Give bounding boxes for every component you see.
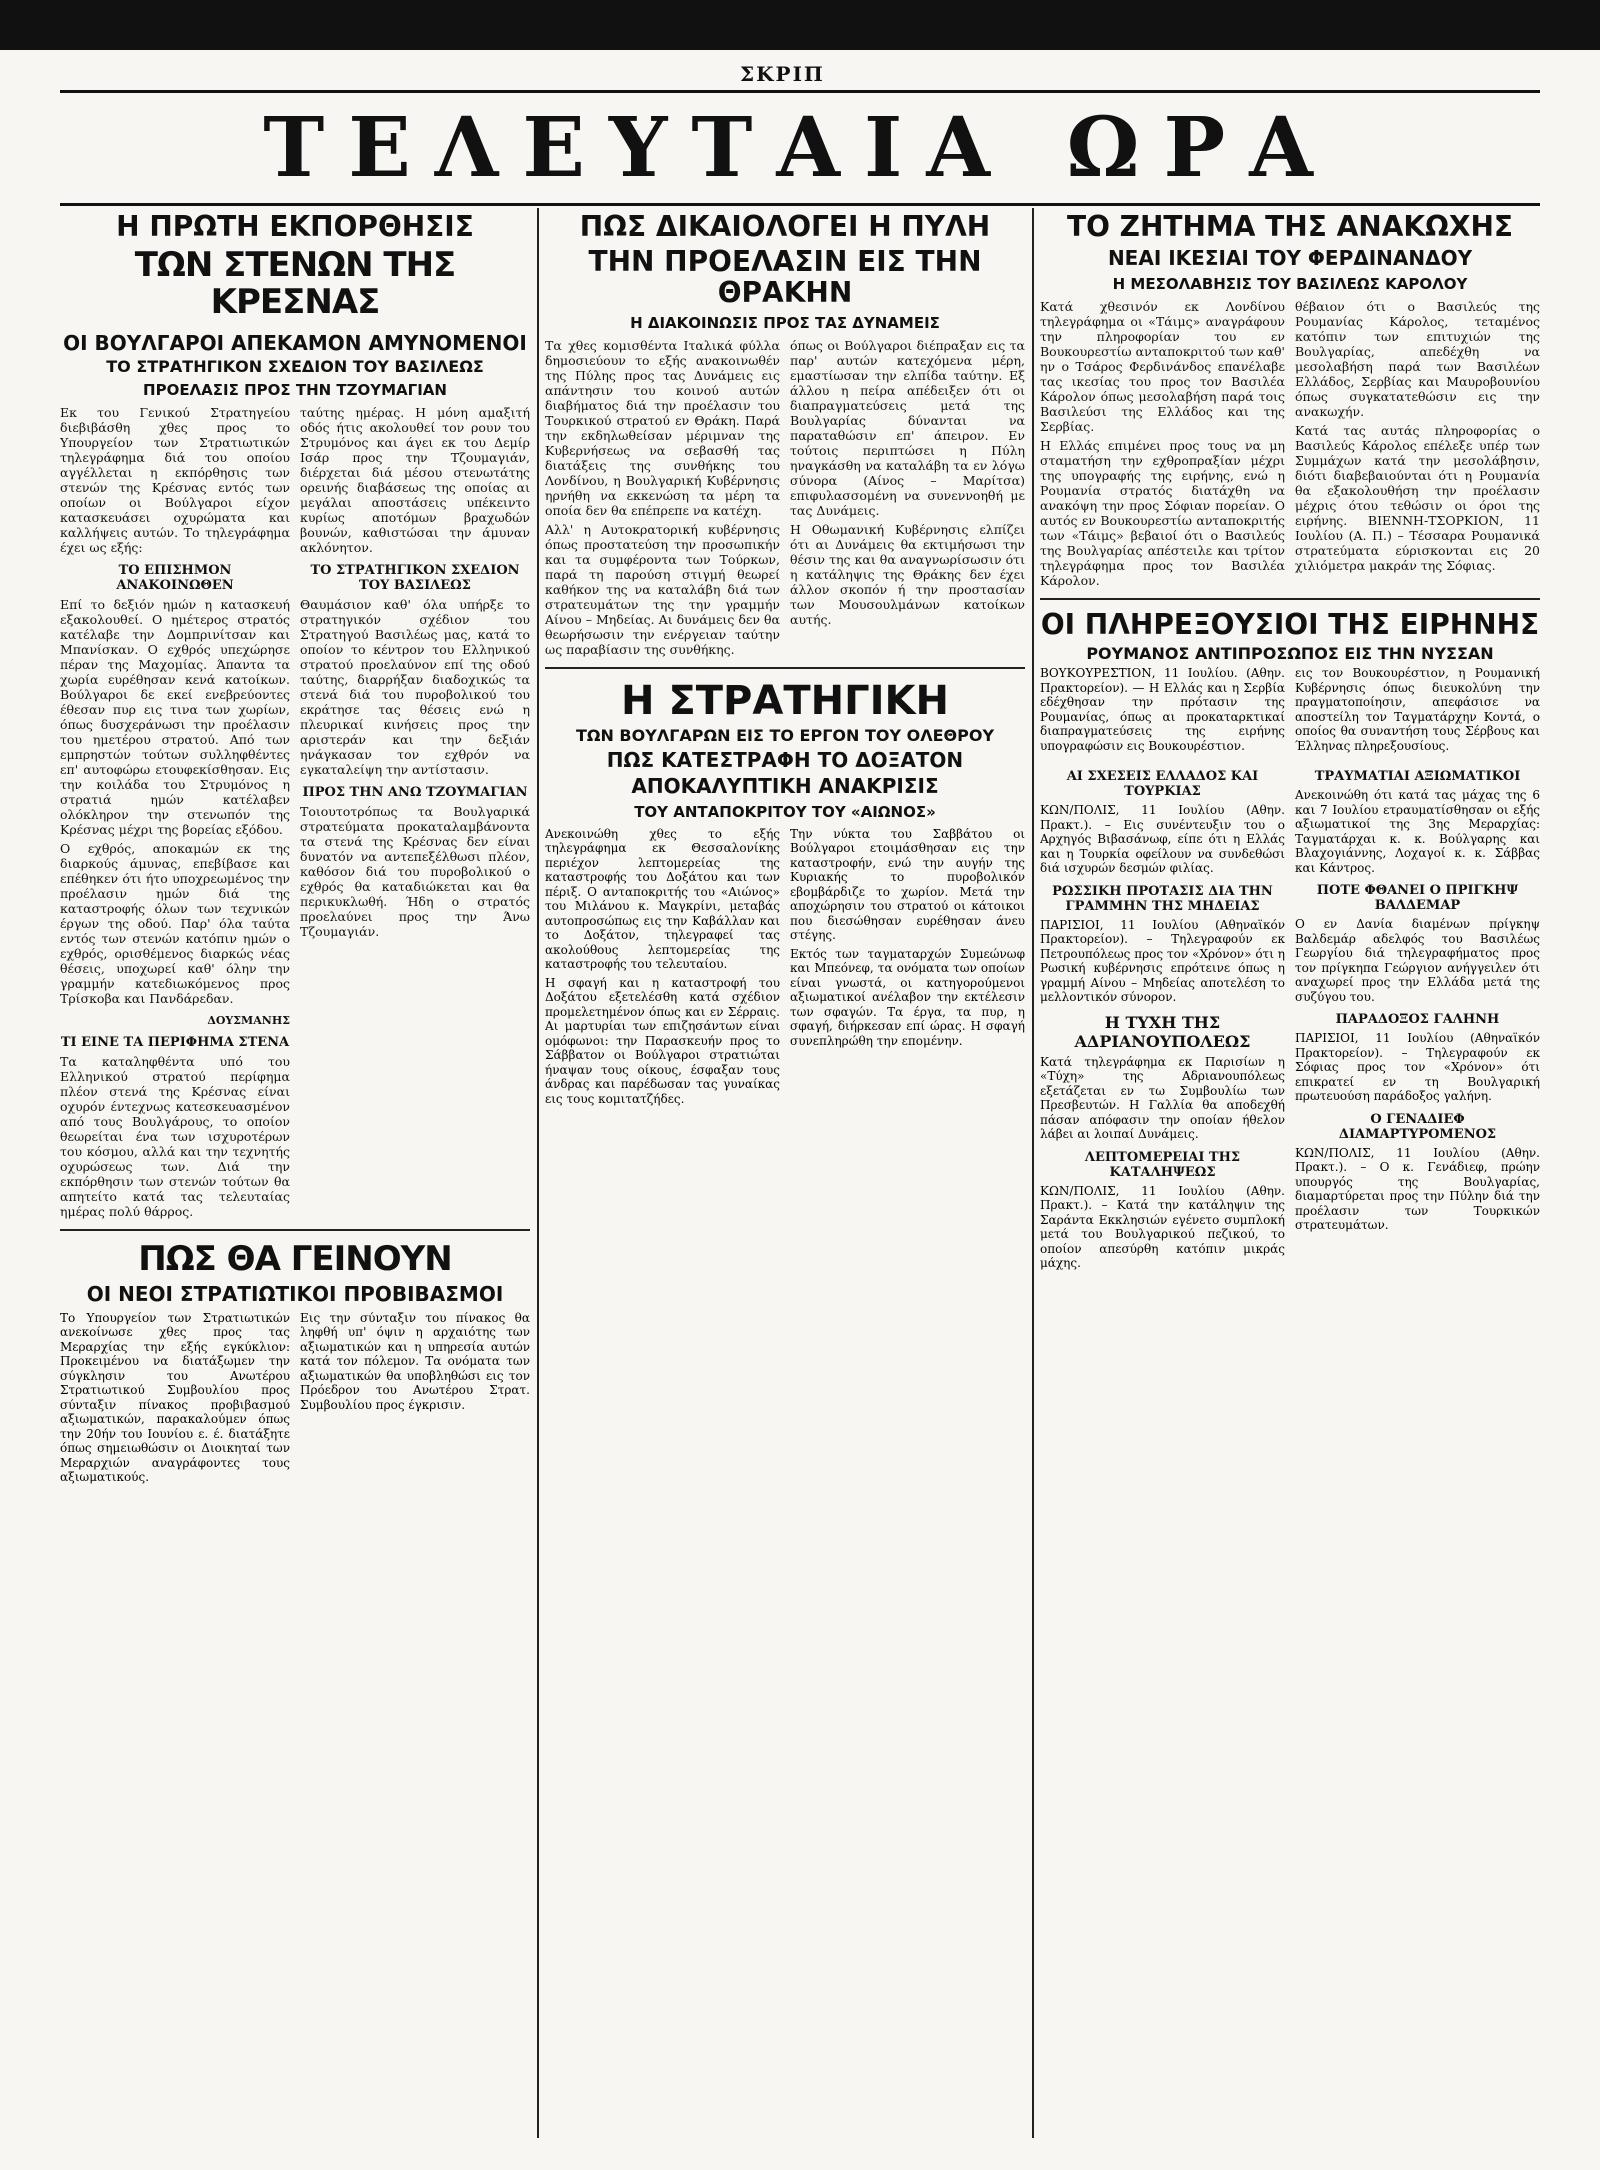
article-paragraph: Επί το δεξιόν ημών η κατασκευή εξακολουθεί. Ο ημέτερος στρατός κατέλαβε την Δομπρινίτσαν και Μπανίσκαν. Ο εχθρός υπεχώρησε πέραν της Μαχομίας. Άπαντα τα χωρία ευρέθησαν κενά κατοίκων. Βούλγαροι δε εκεί ενεβρεύοντες έθεσαν πυρ εις τινα των χωρίων, όπως δυσχεράνωσι την προέλασιν του ημετέρου στρατού. Από των εμπρηστών τούτων συλληφθέντες επ' αυτοφώρω ετουφεκίσθησαν. Εις την κοιλάδα του Στρυμόνος η στρατιά ημών κατέλαβεν ολόκληρον την στενωπόν της Κρέσνας μέχρι της βορείας εξόδου. <box>60 597 290 838</box>
article-paragraph: Εκτός των ταγματαρχών Συμεώνωφ και Μπεόνεφ, τα ονόματα των οποίων είναι γνωστά, οι κατηγορούμενοι αξιωματικοί ανέλαβον την εκτέλεσιν των σφαγών. Τα έργα, τα πυρ, η σφαγή, διήρκεσαν επί ώρας. Η σφαγή συνεπληρώθη την επομένην. <box>790 946 1025 1048</box>
column-divider <box>537 208 539 2138</box>
subheadline: ΤΟ ΣΤΡΑΤΗΓΙΚΟΝ ΣΧΕΔΙΟΝ ΤΟΥ ΒΑΣΙΛΕΩΣ <box>106 356 484 376</box>
article-paragraph: Θαυμάσιον καθ' όλα υπήρξε το στρατηγικόν σχέδιον του Στρατηγού Βασιλέως μας, κατά το οποίον το κέντρον του Ελληνικού στρατού προελαύνον επί της οδού ταύτης, διαρρήξαν διαδοχικώς τα στενά διά του πυροβολικού του εκράτησε τας θέσεις ενώ η πλευρικαί κινήσεις προς την αριστεράν και την δεξιάν ηνάγκασαν τον εχθρόν να εγκαταλείψη την αντίστασιν. <box>300 597 530 778</box>
article-paragraph: Ο εχθρός, αποκαμών εκ της διαρκούς άμυνας, επεβίβασε και επέθηκεν ότι ήτο υποχρεωμένος την προέλασιν ημών διά της καταστροφής όλων των τεχνικών έργων της οδού. Παρ' όλα ταύτα εντός των στενών κατόπιν ημών ο εχθρός, ορισθέμενος διαρκώς νέας θέσεις, υποχωρεί καθ' όλην την γραμμήν κατεδιωκόμενος προς Τρίσκοβα και Πανδάρεδαν. <box>60 841 290 1007</box>
article-paragraph: Την νύκτα του Σαββάτου οι Βούλγαροι ετοιμάσθησαν εις την καταστροφήν, ενώ την αυγήν της Κυριακής το πυροβολικόν εβομβάρδιζε το χωρίον. Μετά την αποχώρησιν του στρατού οι κάτοικοι που διεσώθησαν ευρέθησαν άνευ στέγης. <box>790 826 1025 943</box>
article-box <box>545 667 1025 1106</box>
section-heading: ΠΟΤΕ ΦΘΑΝΕΙ Ο ΠΡΙΓΚΗΨ ΒΑΛΔΕΜΑΡ <box>1316 883 1519 914</box>
headline: Η ΣΤΡΑΤΗΓΙΚΗ <box>621 678 949 725</box>
subheadline: ΤΟΥ ΑΝΤΑΠΟΚΡΙΤΟΥ ΤΟΥ «ΑΙΩΝΟΣ» <box>634 802 936 821</box>
column-3 <box>1040 208 1540 2138</box>
masthead <box>60 90 1540 206</box>
subheadline: Η ΔΙΑΚΟΙΝΩΣΙΣ ΠΡΟΣ ΤΑΣ ΔΥΝΑΜΕΙΣ <box>630 314 940 333</box>
column-1 <box>60 208 530 2138</box>
article-paragraph: Το Υπουργείον των Στρατιωτικών ανεκοίνωσε χθες προς τας Μεραρχίας την εξής εγκύκλιον: Προκειμένου να διατάξωμεν την σύγκλησιν του Ανωτέρου Στρατιωτικού Συμβουλίου προς σύνταξιν πίνακος προβιβασμού αξιωματικών, παρακαλούμεν όπως την 20ήν του Ιουνίου ε. έ. διατάξητε όπως σημειωθώσιν οι Διοικηταί των Μεραρχιών αναγράφοντες τους αξιωματικούς. <box>60 1310 290 1485</box>
section-heading: Ο ΓΕΝΑΔΙΕΦ ΔΙΑΜΑΡΤΥΡΟΜΕΝΟΣ <box>1338 1111 1497 1142</box>
article-paragraph: ΠΑΡΙΣΙΟΙ, 11 Ιουλίου (Αθηναϊκόν Πρακτορείον). – Τηλεγραφούν εκ Σόφιας προς τον «Χρόνον» ότι επικρατεί εν τη Βουλγαρική πρωτευούση παράδοξος γαλήνη. <box>1295 1031 1540 1104</box>
subheadline: ΟΙ ΒΟΥΛΓΑΡΟΙ ΑΠΕΚΑΜΟΝ ΑΜΥΝΟΜΕΝΟΙ <box>63 330 527 355</box>
top-black-bar <box>0 0 1600 50</box>
subheadline: ΠΡΟΕΛΑΣΙΣ ΠΡΟΣ ΤΗΝ ΤΖΟΥΜΑΓΙΑΝ <box>143 381 447 400</box>
subheadline: ΟΙ ΝΕΟΙ ΣΤΡΑΤΙΩΤΙΚΟΙ ΠΡΟΒΙΒΑΣΜΟΙ <box>86 1281 504 1306</box>
subheadline: ΝΕΑΙ ΙΚΕΣΙΑΙ ΤΟΥ ΦΕΡΔΙΝΑΝΔΟΥ <box>1107 245 1473 270</box>
article-paragraph: Η Οθωμανική Κυβέρνησις ελπίζει ότι αι Δυνάμεις θα εκτιμήσωσι την θέσιν της και θα αναγνωρίσωσιν ότι η κατάληψις της Θράκης δεν έχει άλλον σκοπόν ή την προστασίαν των Μουσουλμάνων κατοίκων αυτής. <box>790 522 1025 628</box>
section-heading: ΠΑΡΑΔΟΞΟΣ ΓΑΛΗΝΗ <box>1335 1012 1500 1028</box>
article-box <box>60 1229 530 1484</box>
article-columns <box>545 338 1025 657</box>
page-top-label: ΣΚΡΙΠ <box>740 62 825 86</box>
subheadline: ΑΠΟΚΑΛΥΠΤΙΚΗ ΑΝΑΚΡΙΣΙΣ <box>631 773 939 798</box>
subheadline: Η ΜΕΣΟΛΑΒΗΣΙΣ ΤΟΥ ΒΑΣΙΛΕΩΣ ΚΑΡΟΛΟΥ <box>1112 274 1468 293</box>
article-paragraph: Ο εν Δανία διαμένων πρίγκηψ Βαλδεμάρ αδελφός του Βασιλέως Γεωργίου διά τηλεγραφήματος προς τον πρίγκηπα Γεώργιον ανήγγειλεν ότι αναχωρεί προς την Ελλάδα μετά της συζύγου του. <box>1295 917 1540 1004</box>
subheadline: ΡΟΥΜΑΝΟΣ ΑΝΤΙΠΡΟΣΩΠΟΣ ΕΙΣ ΤΗΝ ΝΥΣΣΑΝ <box>1086 643 1494 663</box>
article-paragraph: Η σφαγή και η καταστροφή του Δοξάτου εξετελέσθη κατά σχέδιον προμελετημένον όπως και εν Σέρραις. Αι μαρτυρίαι των επιζησάντων είναι ομόφωνοι: την Παρασκευήν προς το Σάββατον οι Βούλγαροι στρατιώται ήναψαν τους οίκους, έσφαξαν τους άνδρας και παρέδωσαν τας γυναίκας εις τους κομιτατζήδες. <box>545 975 780 1106</box>
article-paragraph: Η Ελλάς επιμένει προς τους να μη σταματήση την εχθροπραξίαν μέχρι της υπογραφής της ειρήνης, ενώ η Ρουμανία στρατός διατάχθη να ανακόψη την προς Σόφιαν πορείαν. Ο αυτός εν Βουκουρεστίω ανταποκριτής των «Τάιμς» βεβαιοί ότι ο Βασιλεύς της Βουλγαρίας απέστειλε και τρίτον τηλεγράφημα προς τον Βασιλέα Κάρολον. <box>1040 437 1285 588</box>
section-heading: ΠΡΟΣ ΤΗΝ ΑΝΩ ΤΖΟΥΜΑΓΙΑΝ <box>302 785 528 801</box>
article-columns <box>60 1311 530 1485</box>
article-paragraph: ΚΩΝ/ΠΟΛΙΣ, 11 Ιουλίου (Αθην. Πρακτ.). – Εις συνέντευξιν του ο Αρχηγός Βιβασάνωφ, είπε ότι η Ελλάς και η Τουρκία οφείλουν να συνδεθώσι διά ισχυρών δεσμών φιλίας. <box>1040 803 1285 876</box>
article-columns <box>60 405 530 1219</box>
section-heading: ΤΙ ΕΙΝΕ ΤΑ ΠΕΡΙΦΗΜΑ ΣΤΕΝΑ <box>60 1035 290 1051</box>
column-2 <box>545 208 1025 2138</box>
column-divider <box>1032 208 1034 2138</box>
section-heading: ΑΙ ΣΧΕΣΕΙΣ ΕΛΛΑΔΟΣ ΚΑΙ ΤΟΥΡΚΙΑΣ <box>1066 769 1259 800</box>
article-paragraph: Κατά χθεσινόν εκ Λονδίνου τηλεγράφημα οι «Τάιμς» αναγράφουν την πληροφορίαν του εν Βουκουρεστίω ανταποκριτού των καθ' ην ο Τσάρος Φερδινάνδος επανέλαβε τας ικεσίας του προς τον Βασιλέα Κάρολον όπως μεσολαβήση παρά τοις Βασιλεύσι της Ελλάδος και της Σερβίας. <box>1040 298 1285 434</box>
article-paragraph: Εις την σύνταξιν του πίνακος θα ληφθή υπ' όψιν η αρχαιότης των αξιωματικών και η υπηρεσία αυτών κατά τον πόλεμον. Τα ονόματα των αξιωματικών θα υποβληθώσι εις τον Πρόεδρον του Ανωτέρου Στρατ. Συμβουλίου προς έγκρισιν. <box>300 1310 530 1412</box>
subheadline: ΠΩΣ ΚΑΤΕΣΤΡΑΦΗ ΤΟ ΔΟΞΑΤΟΝ <box>606 747 964 772</box>
article-box <box>1040 598 1540 753</box>
article-paragraph: ταύτης ημέρας. Η μόνη αμαξιτή οδός ήτις ακολουθεί τον ρουν του Στρυμόνος και άγει εκ του Δεμίρ Ισάρ προς την Τζουμαγιάν, διέρχεται διά μέσου στενωτάτης ορεινής διαβάσεως της οποίας αι μεγάλαι αποστάσεις υπέκειντο κυρίως αποτόμων βραχωδών βουνών, καθιστώσαι την άμυναν ακλόνητον. <box>300 405 530 556</box>
article-columns <box>1040 666 1540 753</box>
headline: ΠΩΣ ΘΑ ΓΕΙΝΟΥΝ <box>138 1239 452 1280</box>
section-heading: ΤΡΑΥΜΑΤΙΑΙ ΑΞΙΩΜΑΤΙΚΟΙ <box>1314 769 1521 785</box>
article-paragraph: Τα καταληφθέντα υπό του Ελληνικού στρατού περίφημα πλέον στενά της Κρέσνας είναι οχυρόν έντεχνως κατεσκευασμένον από τους Βουλγάρους, το οποίον θεωρείται ένα των ισχυροτέρων του κόσμου, αλλά και την τεχνητής οχυρώσεως των. Διά την εκπόρθησιν των στενών τούτων θα απητείτο κατά τας τελευταίας ημέρας πολύ θάρρος. <box>60 1054 290 1220</box>
article-paragraph: εις τον Βουκουρέστιον, η Ρουμανική Κυβέρνησις όπως διευκολύνη την πραγματοποίησιν, απεφάσισε να αποστείλη τον Ταγματάρχην Κοντά, ο οποίος θα συναντήση τους Σέρβους και Έλληνας πληρεξουσίους. <box>1295 666 1540 753</box>
article-paragraph: ΠΑΡΙΣΙΟΙ, 11 Ιουλίου (Αθηναϊκόν Πρακτορείον). – Τηλεγραφούν εκ Πετρουπόλεως προς τον «Χρόνον» ότι η Ρωσική κυβέρνησις επρότεινε όπως η γραμμή Αίνου – Μηδείας αποτελέση το μελλοντικόν σύνορον. <box>1040 917 1285 1005</box>
article-paragraph: ΒΟΥΚΟΥΡΕΣΤΙΟΝ, 11 Ιουλίου. (Αθην. Πρακτορείον). — Η Ελλάς και η Σερβία εδέχθησαν την πρότασιν της Ρουμανίας, όπως αι προκαταρκτικαί διαπραγματεύσεις της ειρήνης υπογραφώσιν εις Βουκουρέστιον. <box>1040 666 1285 753</box>
article-paragraph: Αλλ' η Αυτοκρατορική κυβέρνησις όπως προστατεύση την προσωπικήν και τα συμφέροντα των Τούρκων, παρά τη παρούση στιγμή θεωρεί καθήκον της να καταλάβη διά των στρατευμάτων της την γραμμήν Αίνου – Μηδείας. Αι δυνάμεις δεν θα θεωρήσωσιν την ενέργειαν ταύτην ως παραβίασιν της συνθήκης. <box>545 522 780 658</box>
article-paragraph: ΚΩΝ/ΠΟΛΙΣ, 11 Ιουλίου (Αθην. Πρακτ.). – Κατά την κατάληψιν της Σαράντα Εκκλησιών εγένετο συμπλοκή μετά του Βουλγαρικού πεζικού, το οποίον απεσύρθη κατόπιν μικράς μάχης. <box>1040 1183 1285 1271</box>
section-heading: ΤΟ ΣΤΡΑΤΗΓΙΚΟΝ ΣΧΕΔΙΟΝ ΤΟΥ ΒΑΣΙΛΕΩΣ <box>310 563 520 594</box>
headline: ΤΗΝ ΠΡΟΕΛΑΣΙΝ ΕΙΣ ΤΗΝ ΘΡΑΚΗΝ <box>588 244 982 309</box>
article-paragraph: ΚΩΝ/ΠΟΛΙΣ, 11 Ιουλίου (Αθην. Πρακτ.). – Ο κ. Γενάδιεφ, πρώην υπουργός της Βουλγαρίας, διαμαρτύρεται προς την Πύλην διά την προέλασιν των Τουρκικών στρατευμάτων. <box>1295 1145 1540 1233</box>
article-paragraph: θέβαιον ότι ο Βασιλεύς της Ρουμανίας Κάρολος, τεταμένος κατόπιν των επιτυχιών της Βουλγαρίας, απεδέχθη να μεσολαβήση παρά των Βασιλέων Ελλάδος, Σερβίας και Μαυροβουνίου όπως συγκατατεθώσιν εις την ανακωχήν. <box>1295 298 1540 419</box>
headline: ΟΙ ΠΛΗΡΕΞΟΥΣΙΟΙ ΤΗΣ ΕΙΡΗΝΗΣ <box>1040 607 1540 641</box>
subheadline: ΤΩΝ ΒΟΥΛΓΑΡΩΝ ΕΙΣ ΤΟ ΕΡΓΟΝ ΤΟΥ ΟΛΕΘΡΟΥ <box>575 726 995 746</box>
headline: ΠΩΣ ΔΙΚΑΙΟΛΟΓΕΙ Η ΠΥΛΗ <box>579 210 991 243</box>
article-paragraph: Κατά τηλεγράφημα εκ Παρισίων η «Τύχη» της Αδριανουπόλεως εξετάζεται εν τω Συμβουλίω των Πρεσβευτών. Η Γαλλία θα αποδεχθή πάσαν απόφασιν την οποίαν ήθελον λάβει αι λοιπαί Δυνάμεις. <box>1040 1054 1285 1142</box>
headline: Η ΠΡΩΤΗ ΕΚΠΟΡΘΗΣΙΣ <box>116 210 474 243</box>
article-paragraph: Τοιουτοτρόπως τα Βουλγαρικά στρατεύματα προκαταλαμβάνοντα τα στενά της Κρέσνας δεν είναι δυνατόν να αντεπεξέλθωσι πλέον, καθόσον διά του πυροβολικού ο εχθρός θα καταδιώκεται και θα περικυκλωθή. Ήδη ο στρατός προελαύνει προς την Άνω Τζουμαγιάν. <box>300 804 530 940</box>
article-paragraph: όπως οι Βούλγαροι διέπραξαν εις τα παρ' αυτών κατεχόμενα μέρη, εμαστίωσαν την ελπίδα ταύτην. Εξ άλλου η πείρα απέδειξεν ότι οι διαπραγματεύσεις μετά της Βουλγαρίας δύνανται να παραταθώσιν επ' άπειρον. Εν τούτοις περιπτώσει η Πύλη ηναγκάσθη να καταλάβη τα εν λόγω σύνορα (Αίνος – Μαρίτσα) επιφυλασσομένη να συνεννοηθή με τας Δυνάμεις. <box>790 338 1025 519</box>
article-paragraph: Τα χθες κομισθέντα Ιταλικά φύλλα δημοσιεύουν το εξής ανακοινωθέν της Πύλης προς τας Δυνάμεις εις απάντησιν του κοινού αυτών διαβήματος διά την προέλασιν του Τουρκικού στρατού εν Θράκη. Παρά την εκδηλωθείσαν μέριμναν της Κυβερνήσεως να σεβασθή τας διατάξεις της συνθήκης του Λονδίνου, η Βουλγαρική Κυβέρνησις ηρνήθη να εκκενώση τα μέρη τα οποία δεν θα επέπρεπε να κατέχη. <box>545 338 780 519</box>
article-paragraph: Ανεκοινώθη χθες το εξής τηλεγράφημα εκ Θεσσαλονίκης περιέχον λεπτομερείας της καταστροφής του Δοξάτου και των πέριξ. Ο ανταποκριτής του «Αιώνος» του Μιλάνου κ. Μαγκρίνι, μεταβάς αυτοπροσώπως εις την Καβάλλαν και το Δοξάτον, τηλεγραφεί τας ακολούθους λεπτομερείας της καταστροφής του τελευταίου. <box>545 826 780 972</box>
article-columns <box>1040 761 1540 1271</box>
section-heading: ΡΩΣΣΙΚΗ ΠΡΟΤΑΣΙΣ ΔΙΑ ΤΗΝ ΓΡΑΜΜΗΝ ΤΗΣ ΜΗΔΕΙΑΣ <box>1052 883 1273 914</box>
section-heading: ΛΕΠΤΟΜΕΡΕΙΑΙ ΤΗΣ ΚΑΤΑΛΗΨΕΩΣ <box>1084 1149 1241 1180</box>
article-paragraph: Εκ του Γενικού Στρατηγείου διεβιβάσθη χθες προς το Υπουργείον των Στρατιωτικών τηλεγράφημα διά του οποίου αγγέλλεται η εκπόρθησις των στενών της Κρέσνας εντός των οποίων οι Βούλγαροι είχον κατασκευάσει οχυρώματα και καλλήψεις αυτών. Το τηλεγράφημα έχει ως εξής: <box>60 405 290 556</box>
signature: ΔΟΥΣΜΑΝΗΣ <box>207 1014 290 1028</box>
headline: ΤΟ ΖΗΤΗΜΑ ΤΗΣ ΑΝΑΚΩΧΗΣ <box>1066 210 1514 243</box>
headline: ΤΩΝ ΣΤΕΝΩΝ ΤΗΣ ΚΡΕΣΝΑΣ <box>134 244 456 323</box>
section-heading: Η ΤΥΧΗ ΤΗΣ ΑΔΡΙΑΝΟΥΠΟΛΕΩΣ <box>1074 1012 1251 1051</box>
article-paragraph: Ανεκοινώθη ότι κατά τας μάχας της 6 και 7 Ιουλίου ετραυματίσθησαν οι εξής αξιωματικοί της 3ης Μεραρχίας: Ταγματάρχαι κ. κ. Βούλγαρης και Βλαχογιάννης, Λοχαγοί κ. κ. Σάββας και Κάντρος. <box>1295 788 1540 875</box>
section-heading: ΤΟ ΕΠΙΣΗΜΟΝ ΑΝΑΚΟΙΝΩΘΕΝ <box>116 563 234 594</box>
article-columns <box>1040 299 1540 588</box>
article-columns <box>545 827 1025 1107</box>
masthead-title: ΤΕΛΕΥΤΑΙΑ ΩΡΑ <box>263 100 1337 196</box>
article-paragraph: Κατά τας αυτάς πληροφορίας ο Βασιλεύς Κάρολος επέλεξε υπέρ των Συμμάχων κατά την μεσολάβησιν, διότι διαβεβαιούνται ότι η Ρουμανία θα εξακολουθήση την προέλασιν μέχρις ότου τεθώσιν οι όροι της ειρήνης. ΒΙΕΝΝΗ-ΤΣΟΡΚΙΟΝ, 11 Ιουλίου (Α. Π.) – Τέσσαρα Ρουμανικά στρατεύματα εύρισκονται εις 20 χιλιόμετρα μακράν της Σόφιας. <box>1295 422 1540 573</box>
